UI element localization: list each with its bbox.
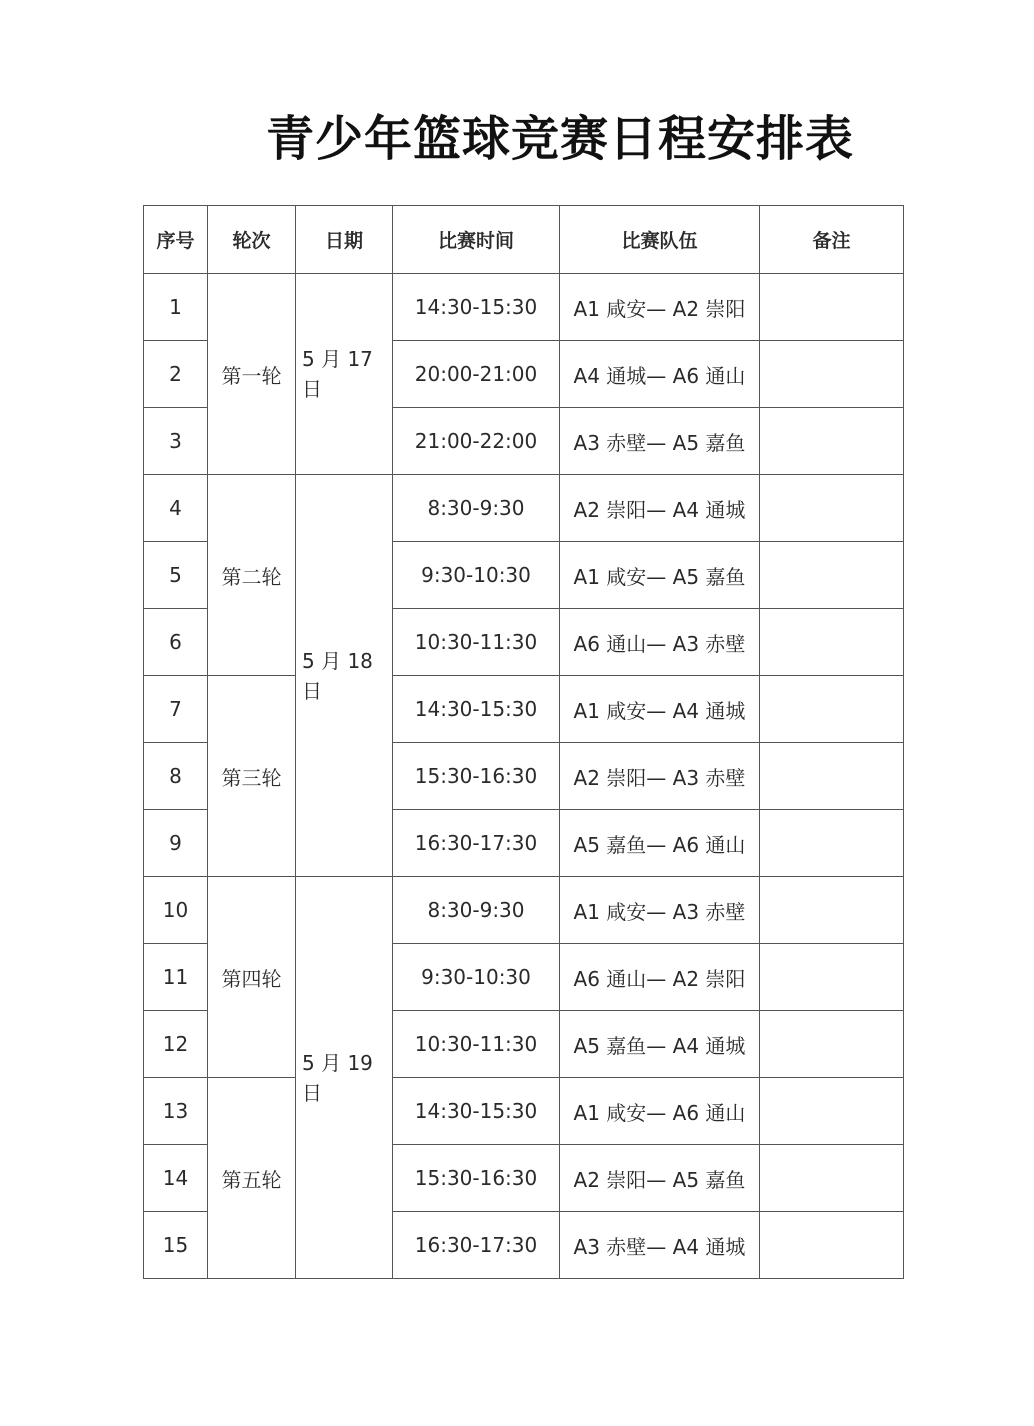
schedule-table	[143, 205, 904, 1279]
match-time: 15:30-16:30	[393, 743, 560, 810]
round-label: 第四轮	[221, 966, 282, 991]
date-cell	[296, 475, 393, 877]
match-note	[760, 1011, 904, 1078]
match-note	[760, 475, 904, 542]
match-no: 10	[144, 877, 208, 944]
match-time: 8:30-9:30	[393, 877, 560, 944]
match-time: 10:30-11:30	[393, 609, 560, 676]
round-cell	[208, 676, 296, 877]
date-cell	[296, 877, 393, 1279]
round-label: 第二轮	[221, 564, 282, 589]
round-label: 第三轮	[221, 765, 282, 790]
round-cell	[208, 877, 296, 1078]
match-note	[760, 1212, 904, 1279]
match-no: 11	[144, 944, 208, 1011]
match-teams: A1 咸安— A5 嘉鱼	[560, 542, 760, 609]
header-row	[144, 206, 904, 274]
match-teams: A1 咸安— A4 通城	[560, 676, 760, 743]
match-no: 6	[144, 609, 208, 676]
round-cell	[208, 1078, 296, 1279]
match-teams: A2 崇阳— A4 通城	[560, 475, 760, 542]
match-note	[760, 810, 904, 877]
match-teams: A3 赤壁— A5 嘉鱼	[560, 408, 760, 475]
match-time: 15:30-16:30	[393, 1145, 560, 1212]
match-time: 16:30-17:30	[393, 810, 560, 877]
match-no: 12	[144, 1011, 208, 1078]
match-note	[760, 341, 904, 408]
match-no: 5	[144, 542, 208, 609]
header-teams: 比赛队伍	[560, 206, 760, 274]
match-teams: A1 咸安— A3 赤壁	[560, 877, 760, 944]
match-no: 14	[144, 1145, 208, 1212]
header-date: 日期	[296, 206, 393, 274]
header-note: 备注	[760, 206, 904, 274]
match-time: 9:30-10:30	[393, 542, 560, 609]
table-row	[144, 475, 904, 542]
table-row	[144, 274, 904, 341]
round-cell	[208, 274, 296, 475]
match-time: 10:30-11:30	[393, 1011, 560, 1078]
header-round: 轮次	[208, 206, 296, 274]
table-row	[144, 676, 904, 743]
match-note	[760, 408, 904, 475]
date-label: 5 月 18日	[302, 648, 373, 703]
round-label: 第五轮	[221, 1167, 282, 1192]
match-note	[760, 274, 904, 341]
match-no: 2	[144, 341, 208, 408]
match-note	[760, 877, 904, 944]
match-time: 9:30-10:30	[393, 944, 560, 1011]
match-no: 4	[144, 475, 208, 542]
match-time: 14:30-15:30	[393, 274, 560, 341]
match-no: 8	[144, 743, 208, 810]
match-no: 7	[144, 676, 208, 743]
round-label: 第一轮	[221, 363, 282, 388]
match-note	[760, 676, 904, 743]
match-time: 20:00-21:00	[393, 341, 560, 408]
match-time: 14:30-15:30	[393, 1078, 560, 1145]
match-no: 1	[144, 274, 208, 341]
match-note	[760, 743, 904, 810]
match-note	[760, 609, 904, 676]
match-time: 21:00-22:00	[393, 408, 560, 475]
match-teams: A2 崇阳— A5 嘉鱼	[560, 1145, 760, 1212]
table-row	[144, 1078, 904, 1145]
match-time: 8:30-9:30	[393, 475, 560, 542]
header-no: 序号	[144, 206, 208, 274]
date-label: 5 月 17日	[302, 347, 373, 401]
match-teams: A4 通城— A6 通山	[560, 341, 760, 408]
round-cell	[208, 475, 296, 676]
date-label: 5 月 19日	[302, 1050, 373, 1105]
match-teams: A1 咸安— A2 崇阳	[560, 274, 760, 341]
match-note	[760, 1145, 904, 1212]
match-teams: A5 嘉鱼— A4 通城	[560, 1011, 760, 1078]
match-teams: A6 通山— A2 崇阳	[560, 944, 760, 1011]
page-title: 青少年篮球竞赛日程安排表	[265, 111, 854, 167]
match-no: 13	[144, 1078, 208, 1145]
match-teams: A1 咸安— A6 通山	[560, 1078, 760, 1145]
date-cell	[296, 274, 393, 475]
match-no: 3	[144, 408, 208, 475]
header-time: 比赛时间	[393, 206, 560, 274]
match-teams: A5 嘉鱼— A6 通山	[560, 810, 760, 877]
match-teams: A2 崇阳— A3 赤壁	[560, 743, 760, 810]
match-teams: A3 赤壁— A4 通城	[560, 1212, 760, 1279]
match-note	[760, 944, 904, 1011]
match-note	[760, 1078, 904, 1145]
match-no: 15	[144, 1212, 208, 1279]
table-row	[144, 877, 904, 944]
match-time: 14:30-15:30	[393, 676, 560, 743]
match-no: 9	[144, 810, 208, 877]
match-teams: A6 通山— A3 赤壁	[560, 609, 760, 676]
match-time: 16:30-17:30	[393, 1212, 560, 1279]
match-note	[760, 542, 904, 609]
